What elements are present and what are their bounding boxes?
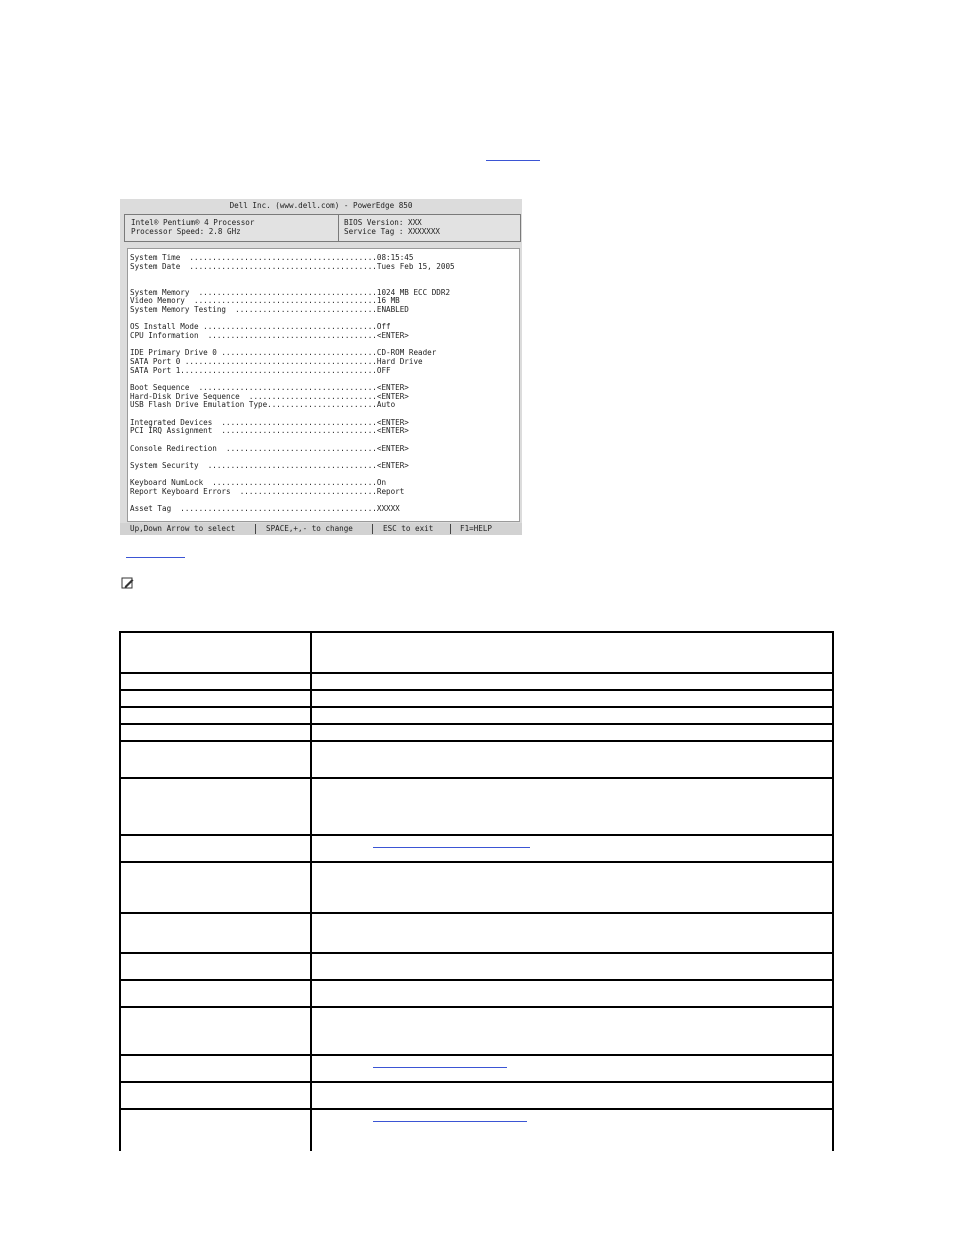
bios-setting-row: IDE Primary Drive 0 ..................................CD-ROM Reader xyxy=(130,348,437,358)
table-link[interactable] xyxy=(373,847,530,848)
bios-setting-row: SATA Port 1...........................................OFF xyxy=(130,365,391,375)
bios-setting-row: USB Flash Drive Emulation Type........................Auto xyxy=(130,400,396,410)
bios-setting-row: System Security .....................................<ENTER> xyxy=(130,460,409,470)
table-link[interactable] xyxy=(373,1121,527,1122)
bios-info-panel xyxy=(124,214,521,242)
bios-setup-screenshot xyxy=(120,199,522,535)
bios-setting-row: Boot Sequence .......................................<ENTER> xyxy=(130,382,409,392)
bios-setting-row: PCI IRQ Assignment ..................................<ENTER> xyxy=(130,426,409,436)
figure-link[interactable] xyxy=(126,557,185,558)
bios-setting-row: System Memory Testing ...............................ENABLED xyxy=(130,304,409,314)
bios-setting-row: SATA Port 0 ..........................................Hard Drive xyxy=(130,356,423,366)
bios-setting-row: Hard-Disk Drive Sequence ............................<ENTER> xyxy=(130,391,409,401)
bios-footer xyxy=(120,523,522,535)
top-link[interactable] xyxy=(486,160,540,161)
bios-setting-row: CPU Information .....................................<ENTER> xyxy=(130,330,409,340)
bios-settings-list xyxy=(127,248,520,522)
footer-select: Up,Down Arrow to select xyxy=(130,524,236,533)
bios-setting-row: Report Keyboard Errors ..............................Report xyxy=(130,486,405,496)
bios-setting-row: Video Memory ........................................16 MB xyxy=(130,296,400,306)
options-table xyxy=(119,631,834,1151)
bios-setting-row: Console Redirection .................................<ENTER> xyxy=(130,443,409,453)
bios-setting-row: Integrated Devices ..................................<ENTER> xyxy=(130,417,409,427)
bios-setting-row: System Date .........................................Tues Feb 15, 2005 xyxy=(130,261,455,271)
pencil-note-icon xyxy=(121,576,135,590)
footer-help: F1=HELP xyxy=(460,524,493,533)
processor-name: Intel® Pentium® 4 Processor xyxy=(131,218,255,227)
bios-setting-row: System Memory .......................................1024 MB ECC DDR2 xyxy=(130,287,451,297)
bios-setting-row: OS Install Mode ......................................Off xyxy=(130,322,391,332)
bios-setting-row: Keyboard NumLock ....................................On xyxy=(130,478,387,488)
bios-version: BIOS Version: XXX xyxy=(344,218,422,227)
footer-exit: ESC to exit xyxy=(383,524,434,533)
bios-title: Dell Inc. (www.dell.com) - PowerEdge 850 xyxy=(229,201,413,210)
processor-speed: Processor Speed: 2.8 GHz xyxy=(131,227,241,236)
service-tag: Service Tag : XXXXXXX xyxy=(344,227,441,236)
table-link[interactable] xyxy=(373,1067,507,1068)
footer-change: SPACE,+,- to change xyxy=(266,524,353,533)
bios-setting-row: System Time .........................................08:15:45 xyxy=(130,253,414,262)
bios-setting-row: Asset Tag ...........................................XXXXX xyxy=(130,504,400,514)
